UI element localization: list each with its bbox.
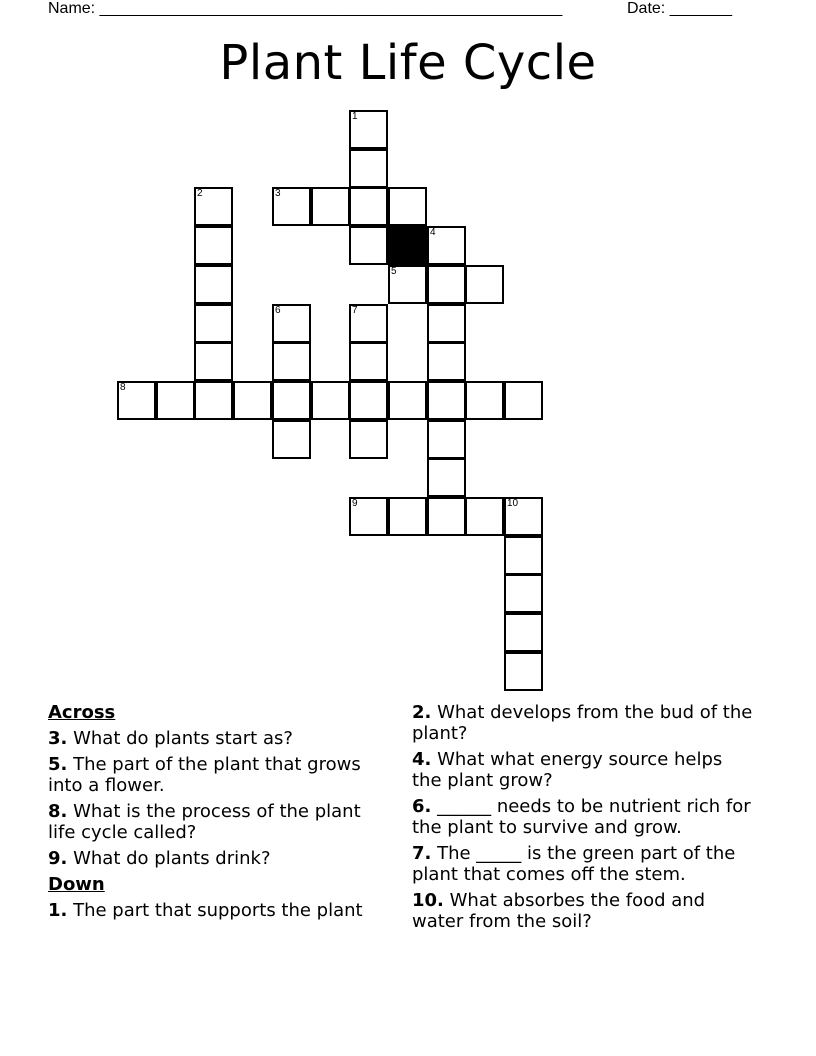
clue-down-10 xyxy=(412,890,757,932)
answer-cell[interactable] xyxy=(349,381,388,420)
clue-number: 8. xyxy=(48,801,68,822)
clue-number: 6. xyxy=(412,796,432,817)
answer-cell[interactable] xyxy=(156,381,195,420)
answer-cell[interactable] xyxy=(311,187,350,226)
cell-number: 10 xyxy=(507,498,519,509)
clue-text: What is the process of the plant life cycle called? xyxy=(48,801,361,843)
clue-number: 4. xyxy=(412,749,432,770)
answer-cell[interactable] xyxy=(272,304,311,343)
answer-cell[interactable] xyxy=(427,226,466,265)
clue-across-5 xyxy=(48,754,393,796)
clue-number: 10. xyxy=(412,890,444,911)
answer-cell[interactable] xyxy=(427,458,466,497)
clue-down-4 xyxy=(412,749,757,791)
across-heading: Across xyxy=(48,702,116,723)
answer-cell[interactable] xyxy=(427,381,466,420)
answer-cell[interactable] xyxy=(272,381,311,420)
date-field[interactable]: Date: _______ xyxy=(627,0,732,17)
clue-text: The part of the plant that grows into a flower. xyxy=(48,754,361,796)
answer-cell[interactable] xyxy=(194,187,233,226)
down-heading: Down xyxy=(48,874,105,895)
answer-cell[interactable] xyxy=(272,420,311,459)
clue-down-7 xyxy=(412,843,757,885)
clue-text: What develops from the bud of the plant? xyxy=(412,702,753,744)
answer-cell[interactable] xyxy=(349,304,388,343)
clue-number: 3. xyxy=(48,728,68,749)
answer-cell[interactable] xyxy=(194,342,233,381)
answer-cell[interactable] xyxy=(349,149,388,188)
answer-cell[interactable] xyxy=(427,304,466,343)
cell-number: 1 xyxy=(352,111,358,122)
clue-across-3 xyxy=(48,728,393,749)
clue-number: 2. xyxy=(412,702,432,723)
answer-cell[interactable] xyxy=(349,110,388,149)
answer-cell[interactable] xyxy=(504,574,543,613)
answer-cell[interactable] xyxy=(194,381,233,420)
answer-cell[interactable] xyxy=(465,265,504,304)
cell-number: 4 xyxy=(430,227,436,238)
clue-text: The part that supports the plant xyxy=(67,900,363,921)
cell-number: 3 xyxy=(275,188,281,199)
answer-cell[interactable] xyxy=(504,613,543,652)
answer-cell[interactable] xyxy=(349,497,388,536)
clues-left-column xyxy=(48,702,393,926)
block-cell xyxy=(388,226,427,265)
cell-number: 8 xyxy=(120,382,126,393)
answer-cell[interactable] xyxy=(504,652,543,691)
clue-number: 9. xyxy=(48,848,68,869)
answer-cell[interactable] xyxy=(504,381,543,420)
answer-cell[interactable] xyxy=(388,497,427,536)
clue-down-2 xyxy=(412,702,757,744)
clue-down-1 xyxy=(48,900,393,921)
answer-cell[interactable] xyxy=(465,497,504,536)
clue-number: 7. xyxy=(412,843,432,864)
clue-text: What absorbes the food and water from the soil? xyxy=(412,890,706,932)
answer-cell[interactable] xyxy=(349,226,388,265)
answer-cell[interactable] xyxy=(194,226,233,265)
clue-text: What what energy source helps the plant grow? xyxy=(412,749,723,791)
answer-cell[interactable] xyxy=(349,187,388,226)
answer-cell[interactable] xyxy=(388,381,427,420)
name-field[interactable]: Name: ____________________________________________________ xyxy=(48,0,563,17)
clue-number: 1. xyxy=(48,900,68,921)
answer-cell[interactable] xyxy=(504,536,543,575)
answer-cell[interactable] xyxy=(427,420,466,459)
answer-cell[interactable] xyxy=(117,381,156,420)
answer-cell[interactable] xyxy=(311,381,350,420)
answer-cell[interactable] xyxy=(272,187,311,226)
clue-text: The _____ is the green part of the plant that comes off the stem. xyxy=(412,843,736,885)
cell-number: 9 xyxy=(352,498,358,509)
page-title: Plant Life Cycle xyxy=(219,35,597,91)
clue-text: What do plants start as? xyxy=(67,728,293,749)
answer-cell[interactable] xyxy=(388,187,427,226)
answer-cell[interactable] xyxy=(388,265,427,304)
cell-number: 2 xyxy=(197,188,203,199)
cell-number: 6 xyxy=(275,305,281,316)
clues-right-column xyxy=(412,702,757,937)
cell-number: 5 xyxy=(391,266,397,277)
answer-cell[interactable] xyxy=(504,497,543,536)
answer-cell[interactable] xyxy=(272,342,311,381)
answer-cell[interactable] xyxy=(349,420,388,459)
clue-text: What do plants drink? xyxy=(67,848,271,869)
clue-down-6 xyxy=(412,796,757,838)
answer-cell[interactable] xyxy=(465,381,504,420)
answer-cell[interactable] xyxy=(427,342,466,381)
clue-text: ______ needs to be nutrient rich for the plant to survive and grow. xyxy=(412,796,751,838)
clue-across-9 xyxy=(48,848,393,869)
answer-cell[interactable] xyxy=(194,304,233,343)
answer-cell[interactable] xyxy=(427,265,466,304)
clue-number: 5. xyxy=(48,754,68,775)
clue-across-8 xyxy=(48,801,393,843)
answer-cell[interactable] xyxy=(427,497,466,536)
answer-cell[interactable] xyxy=(233,381,272,420)
answer-cell[interactable] xyxy=(349,342,388,381)
cell-number: 7 xyxy=(352,305,358,316)
answer-cell[interactable] xyxy=(194,265,233,304)
